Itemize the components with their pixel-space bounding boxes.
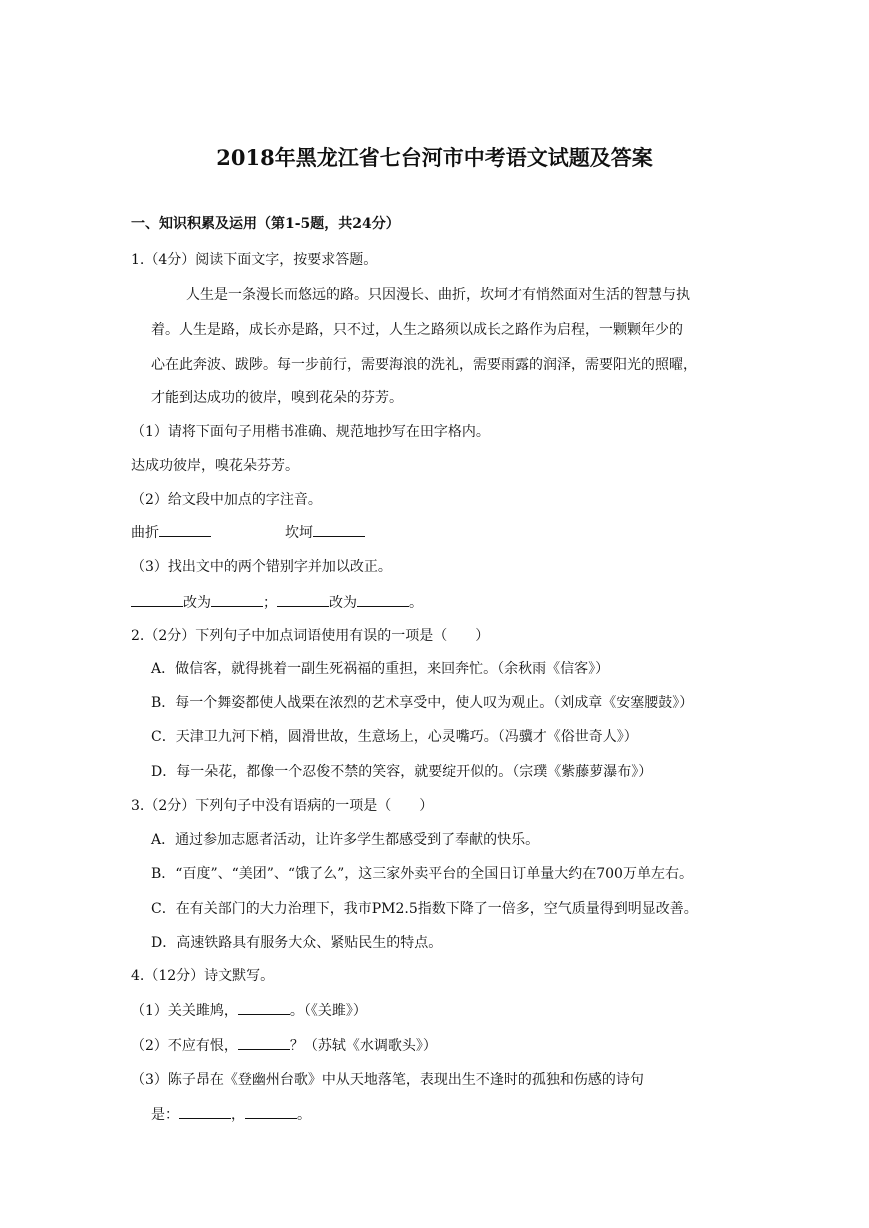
end-mark: 。: [297, 1107, 311, 1123]
question-2-option-d: D．每一朵花，都像一个忍俊不禁的笑容，就要绽开似的。（宗璞《紫藤萝瀑布》）: [151, 764, 653, 780]
answer-blank[interactable]: [277, 592, 329, 607]
answer-blank[interactable]: [211, 592, 263, 607]
question-1-stem: 1.（4分）阅读下面文字，按要求答题。: [131, 252, 378, 268]
question-2-option-a: A．做信客，就得挑着一副生死祸福的重担，来回奔忙。（余秋雨《信客》）: [151, 661, 610, 677]
prompt-text: 是：: [151, 1107, 179, 1123]
question-4-sub-2: [131, 1035, 437, 1056]
question-3-option-a: A．通过参加志愿者活动，让许多学生都感受到了奉献的快乐。: [151, 832, 540, 848]
separator: ；: [263, 595, 277, 611]
answer-blank[interactable]: [357, 592, 409, 607]
question-3-option-d: D．高速铁路具有服务大众、紧贴民生的特点。: [151, 935, 443, 951]
question-3-option-b: B．“百度”、“美团”、“饿了么”，这三家外卖平台的全国日订单量大约在700万单左右。: [151, 866, 693, 882]
question-4-sub-3: （3）陈子昂在《登幽州台歌》中从天地落笔，表现出生不逢时的孤独和伤感的诗句: [131, 1072, 644, 1088]
passage-line-2: 着。人生是路，成长亦是路，只不过，人生之路须以成长之路作为启程，一颗颗年少的: [151, 322, 683, 338]
answer-blank[interactable]: [131, 592, 183, 607]
passage-line-3: 心在此奔波、跋陟。每一步前行，需要海浪的洗礼，需要雨露的润泽，需要阳光的照曜，: [151, 357, 697, 373]
question-2-stem: 2.（2分）下列句子中加点词语使用有误的一项是（ ）: [131, 628, 490, 644]
question-2-option-c: C．天津卫九河下梢，圆滑世故，生意场上，心灵嘴巧。（冯骥才《俗世奇人》）: [151, 729, 638, 745]
separator: ，: [231, 1107, 245, 1123]
prompt-source: ？（苏轼《水调歌头》）: [289, 1038, 437, 1054]
pinyin-word-qu: 曲折: [131, 525, 159, 541]
question-3-stem: 3.（2分）下列句子中没有语病的一项是（ ）: [131, 798, 434, 814]
prompt-text: （2）不应有恨，: [131, 1038, 238, 1054]
question-4-stem: 4.（12分）诗文默写。: [131, 968, 275, 984]
question-4-sub-1: [131, 1000, 367, 1021]
question-1-sub-3: （3）找出文中的两个错别字并加以改正。: [131, 559, 392, 575]
page-title: 2018年黑龙江省七台河市中考语文试题及答案: [216, 145, 653, 170]
answer-blank[interactable]: [313, 522, 365, 537]
change-to-label: 改为: [183, 595, 211, 611]
passage-line-1: 人生是一条漫长而悠远的路。只因漫长、曲折，坎坷才有悄然面对生活的智慧与执: [186, 287, 690, 303]
section-heading: 一、知识积累及运用（第1-5题，共24分）: [131, 216, 400, 232]
answer-blank[interactable]: [179, 1104, 231, 1119]
change-to-label: 改为: [329, 595, 357, 611]
question-2-option-b: B．每一个舞姿都使人战栗在浓烈的艺术享受中，使人叹为观止。（刘成章《安塞腰鼓》）: [151, 695, 694, 711]
typo-fix-row: [131, 592, 423, 613]
question-4-sub-3-answer-row: [151, 1104, 311, 1125]
prompt-source: 。（《关雎》）: [289, 1003, 367, 1019]
pinyin-item-ke: [285, 522, 365, 543]
pinyin-item-qu: [131, 522, 211, 543]
pinyin-word-ke: 坎坷: [285, 525, 313, 541]
answer-blank[interactable]: [238, 1035, 290, 1050]
question-3-option-c: C．在有关部门的大力治理下，我市PM2.5指数下降了一倍多，空气质量得到明显改善。: [151, 901, 698, 917]
end-mark: 。: [409, 595, 423, 611]
answer-blank[interactable]: [238, 1000, 290, 1015]
passage-line-4: 才能到达成功的彼岸，嗅到花朵的芬芳。: [151, 390, 403, 406]
copy-sentence: 达成功彼岸，嗅花朵芬芳。: [131, 458, 299, 474]
prompt-text: （1）关关雎鸠，: [131, 1003, 238, 1019]
answer-blank[interactable]: [245, 1104, 297, 1119]
question-1-sub-1: （1）请将下面句子用楷书准确、规范地抄写在田字格内。: [131, 424, 490, 440]
question-1-sub-2: （2）给文段中加点的字注音。: [131, 492, 322, 508]
answer-blank[interactable]: [159, 522, 211, 537]
